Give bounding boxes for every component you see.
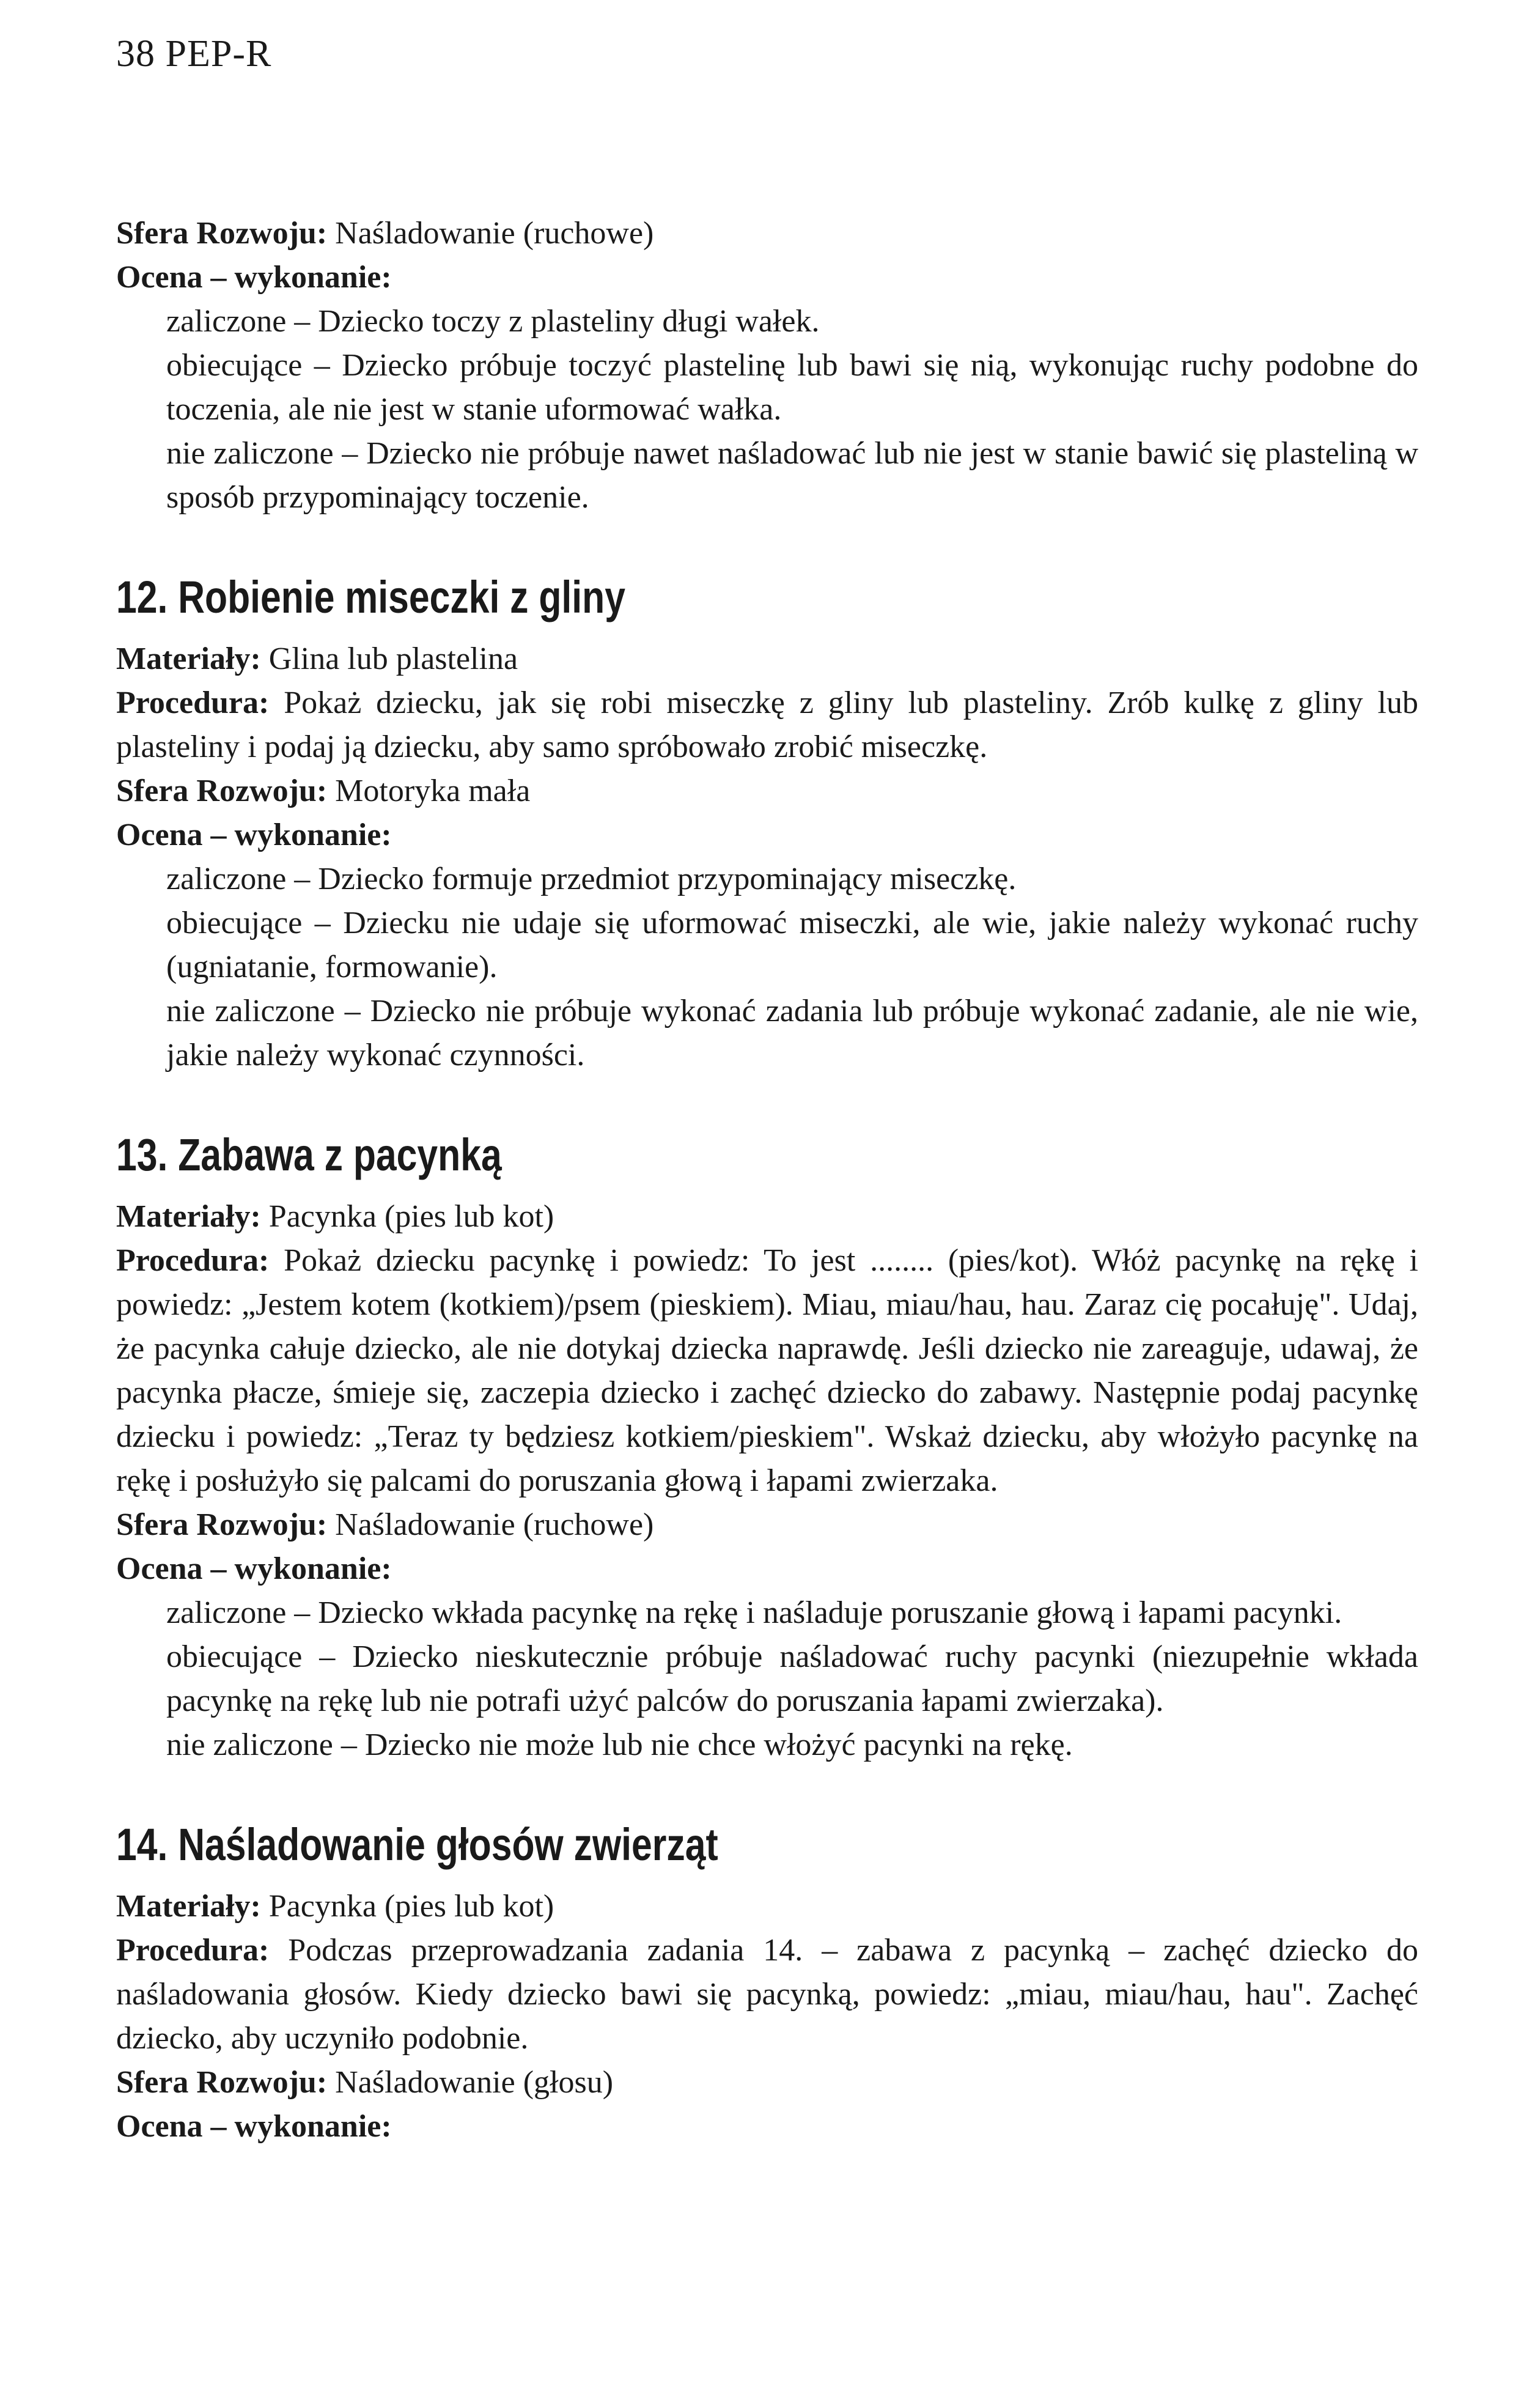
top-sfera-line (116, 212, 1418, 256)
sfera-value: Naśladowanie (ruchowe) (335, 1507, 654, 1542)
section-14-title: 14. Naśladowanie głosów zwierząt (116, 1819, 718, 1870)
section-13-title: 13. Zabawa z pacynką (116, 1129, 502, 1180)
section-14-sfera (116, 2061, 1418, 2105)
section-13-obiecujace: obiecujące – Dziecko nieskutecznie próbuje naśladować ruchy pacynki (niezupełnie wkłada pacynkę na rękę lub nie potrafi użyć palców do poruszania łapami zwierzaka). (166, 1639, 1418, 1718)
top-zaliczone: zaliczone – Dziecko toczy z plasteliny długi wałek. (166, 304, 820, 339)
section-12-procedura (116, 681, 1418, 769)
procedura-label: Procedura: (116, 685, 270, 720)
materialy-label: Materiały: (116, 1889, 261, 1924)
sfera-value: Naśladowanie (głosu) (335, 2065, 614, 2100)
section-14-materialy (116, 1885, 1418, 1929)
ocena-label: Ocena – wykonanie: (116, 260, 392, 295)
materialy-value: Pacynka (pies lub kot) (268, 1889, 554, 1924)
page-header (116, 29, 271, 78)
section-12-obiecujace: obiecujące – Dziecku nie udaje się uformować miseczki, ale wie, jakie należy wykonać ruchy (ugniatanie, formowanie). (166, 906, 1418, 984)
section-13-sfera (116, 1503, 1418, 1547)
section-12-nie-zaliczone: nie zaliczone – Dziecko nie próbuje wykonać zadania lub próbuje wykonać zadanie, ale nie wie, jakie należy wykonać czynności. (166, 994, 1418, 1073)
ocena-label: Ocena – wykonanie: (116, 818, 392, 852)
ocena-label: Ocena – wykonanie: (116, 2109, 392, 2144)
section-12-title: 12. Robienie miseczki z gliny (116, 572, 625, 622)
sfera-label: Sfera Rozwoju: (116, 774, 328, 808)
sfera-label: Sfera Rozwoju: (116, 216, 328, 251)
materialy-label: Materiały: (116, 641, 261, 676)
procedura-label: Procedura: (116, 1933, 270, 1968)
page-content (116, 212, 1418, 2149)
section-12-zaliczone: zaliczone – Dziecko formuje przedmiot przypominający miseczkę. (166, 862, 1017, 896)
procedura-label: Procedura: (116, 1243, 270, 1278)
sfera-value: Naśladowanie (ruchowe) (335, 216, 654, 251)
section-12-materialy (116, 637, 1418, 681)
section-12-sfera (116, 769, 1418, 813)
running-title: PEP-R (165, 33, 272, 75)
section-13-zaliczone: zaliczone – Dziecko wkłada pacynkę na rękę i naśladuje poruszanie głową i łapami pacynki. (166, 1595, 1342, 1630)
ocena-label: Ocena – wykonanie: (116, 1551, 392, 1586)
procedura-value: Pokaż dziecku, jak się robi miseczkę z gliny lub plasteliny. Zrób kulkę z gliny lub plasteliny i podaj ją dziecku, aby samo spróbowało zrobić miseczkę. (116, 685, 1419, 764)
section-13-procedura (116, 1239, 1418, 1503)
sfera-value: Motoryka mała (335, 774, 531, 808)
section-14-procedura (116, 1929, 1418, 2061)
section-13-nie-zaliczone: nie zaliczone – Dziecko nie może lub nie chce włożyć pacynki na rękę. (166, 1727, 1073, 1762)
page-number: 38 (116, 33, 155, 75)
top-obiecujace: obiecujące – Dziecko próbuje toczyć plastelinę lub bawi się nią, wykonując ruchy podobne do toczenia, ale nie jest w stanie uformować wałka. (166, 348, 1418, 427)
procedura-value: Pokaż dziecku pacynkę i powiedz: To jest ........ (pies/kot). Włóż pacynkę na rękę i powiedz: „Jestem kotem (kotkiem)/psem (pieskiem). Miau, miau/hau, hau. Zaraz cię pocałuję". Udaj, że pacynka całuje dziecko, ale nie dotykaj dziecka naprawdę. Jeśli dziecko nie zareaguje, udawaj, że pacynka płacze, śmieje się, zaczepia dziecko i zachęć dziecko do zabawy. Następnie podaj pacynkę dziecku i powiedz: „Teraz ty będziesz kotkiem/pieskiem". Wskaż dziecku, aby włożyło pacynkę na rękę i posłużyło się palcami do poruszania głową i łapami zwierzaka. (116, 1243, 1419, 1498)
materialy-value: Pacynka (pies lub kot) (268, 1199, 554, 1234)
section-13-materialy (116, 1195, 1418, 1239)
sfera-label: Sfera Rozwoju: (116, 1507, 328, 1542)
materialy-label: Materiały: (116, 1199, 261, 1234)
procedura-value: Podczas przeprowadzania zadania 14. – zabawa z pacynką – zachęć dziecko do naśladowania głosów. Kiedy dziecko bawi się pacynką, powiedz: „miau, miau/hau, hau". Zachęć dziecko, aby uczyniło podobnie. (116, 1933, 1419, 2056)
sfera-label: Sfera Rozwoju: (116, 2065, 328, 2100)
top-nie-zaliczone: nie zaliczone – Dziecko nie próbuje nawet naśladować lub nie jest w stanie bawić się plasteliną w sposób przypominający toczenie. (166, 436, 1418, 515)
materialy-value: Glina lub plastelina (268, 641, 518, 676)
